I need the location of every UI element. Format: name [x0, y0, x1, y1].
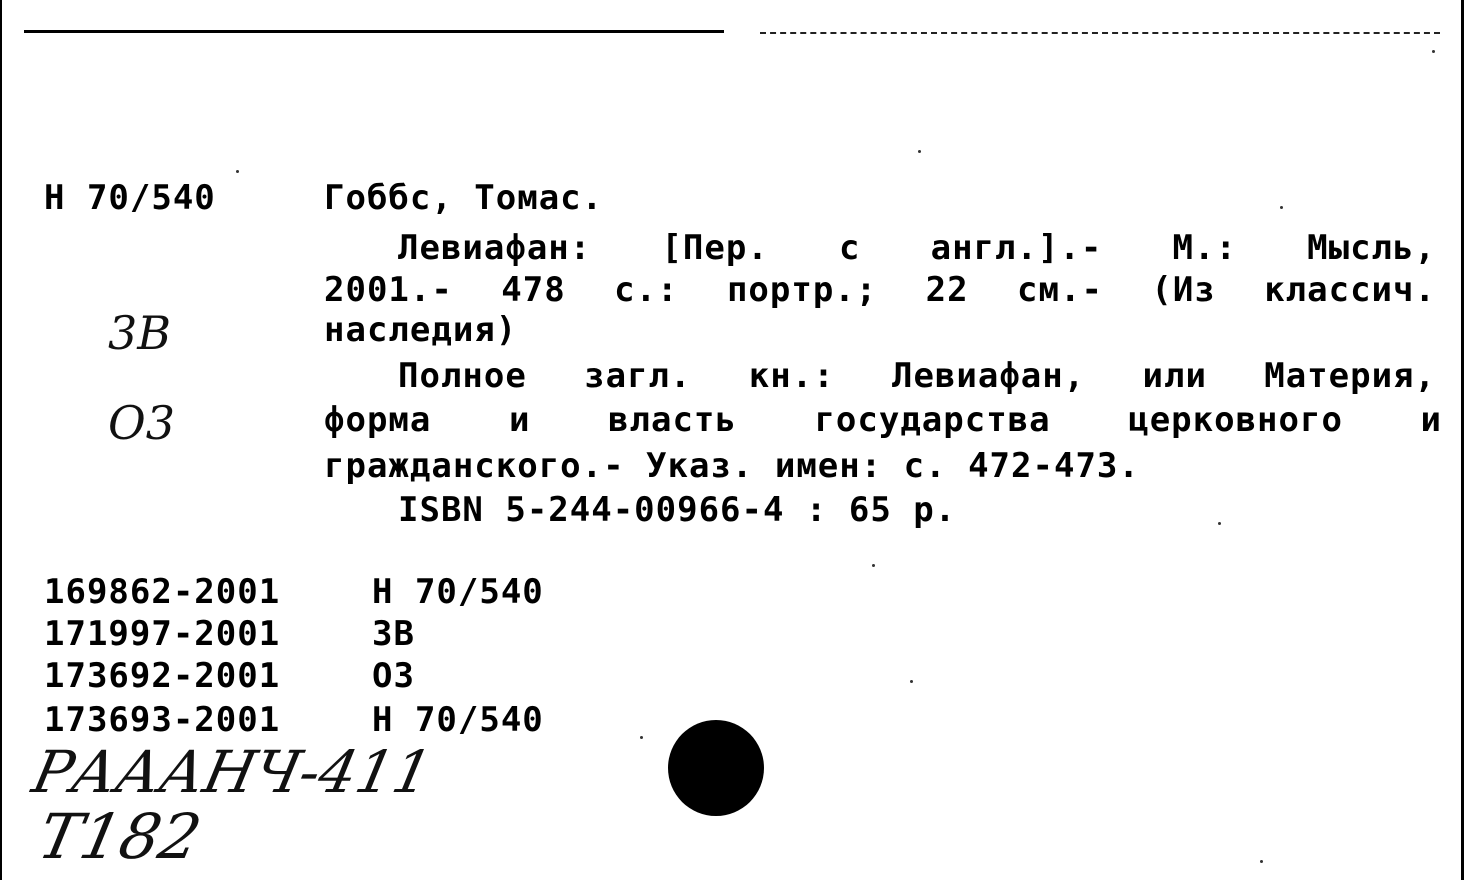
isbn-line: ISBN 5-244-00966-4 : 65 р.	[398, 490, 957, 530]
word: с.:	[614, 270, 679, 310]
scan-speck	[1280, 206, 1283, 209]
word: 478	[501, 270, 566, 310]
scan-speck	[1260, 860, 1263, 863]
title-line-3: наследия)	[324, 310, 518, 350]
word: и	[1420, 400, 1442, 440]
word: портр.;	[726, 270, 878, 310]
call-number: Н 70/540	[44, 178, 216, 218]
holding-inventory: 171997-2001	[44, 614, 281, 654]
word: 2001.-	[324, 270, 453, 310]
scan-speck	[1218, 522, 1221, 525]
scan-speck	[872, 564, 875, 567]
handwritten-shelfmark: РАААНЧ-411	[26, 738, 438, 806]
word: загл.	[584, 356, 692, 396]
card-left-border	[0, 0, 2, 880]
holding-location: 3В	[372, 614, 415, 654]
handwritten-code-3v: 3В	[108, 306, 172, 360]
top-rule-dashed	[760, 32, 1440, 34]
note-line-3: гражданского.- Указ. имен: с. 472-473.	[324, 446, 1140, 486]
word: см.-	[1017, 270, 1103, 310]
word: англ.].-	[930, 228, 1103, 268]
word: кн.:	[748, 356, 835, 396]
handwritten-code-o3: О3	[108, 396, 175, 450]
author-heading: Гоббс, Томас.	[324, 178, 604, 218]
word: Материя,	[1264, 356, 1436, 396]
holding-location: Н 70/540	[372, 572, 544, 612]
scan-speck	[640, 736, 643, 739]
word: и	[508, 400, 531, 440]
holding-inventory: 169862-2001	[44, 572, 281, 612]
punch-hole	[668, 720, 764, 816]
word: Полное	[398, 356, 527, 396]
word: Левиафан:	[398, 228, 592, 268]
scan-speck	[236, 170, 239, 173]
holding-location: Н 70/540	[372, 700, 544, 740]
word: (Из	[1151, 270, 1216, 310]
word: классич.	[1264, 270, 1436, 310]
holding-location: О3	[372, 656, 415, 696]
scan-speck	[910, 680, 913, 683]
holding-inventory: 173692-2001	[44, 656, 281, 696]
word: или	[1142, 356, 1207, 396]
note-line-1	[398, 356, 1436, 396]
top-rule	[24, 30, 724, 33]
word: М.:	[1172, 228, 1237, 268]
scan-speck	[918, 150, 921, 153]
word: форма	[324, 400, 432, 440]
word: Мысль,	[1307, 228, 1436, 268]
scan-speck	[1432, 50, 1435, 53]
handwritten-cutter: Т182	[32, 800, 208, 873]
word: 22	[925, 270, 969, 310]
title-line-2	[324, 270, 1436, 310]
holding-inventory: 173693-2001	[44, 700, 281, 740]
note-line-2	[324, 400, 1442, 440]
word: власть	[608, 400, 737, 440]
word: [Пер.	[661, 228, 769, 268]
word: государства	[814, 400, 1051, 440]
word: церковного	[1128, 400, 1343, 440]
title-line-1	[398, 228, 1436, 268]
word: Левиафан,	[891, 356, 1086, 396]
word: с	[838, 228, 861, 268]
